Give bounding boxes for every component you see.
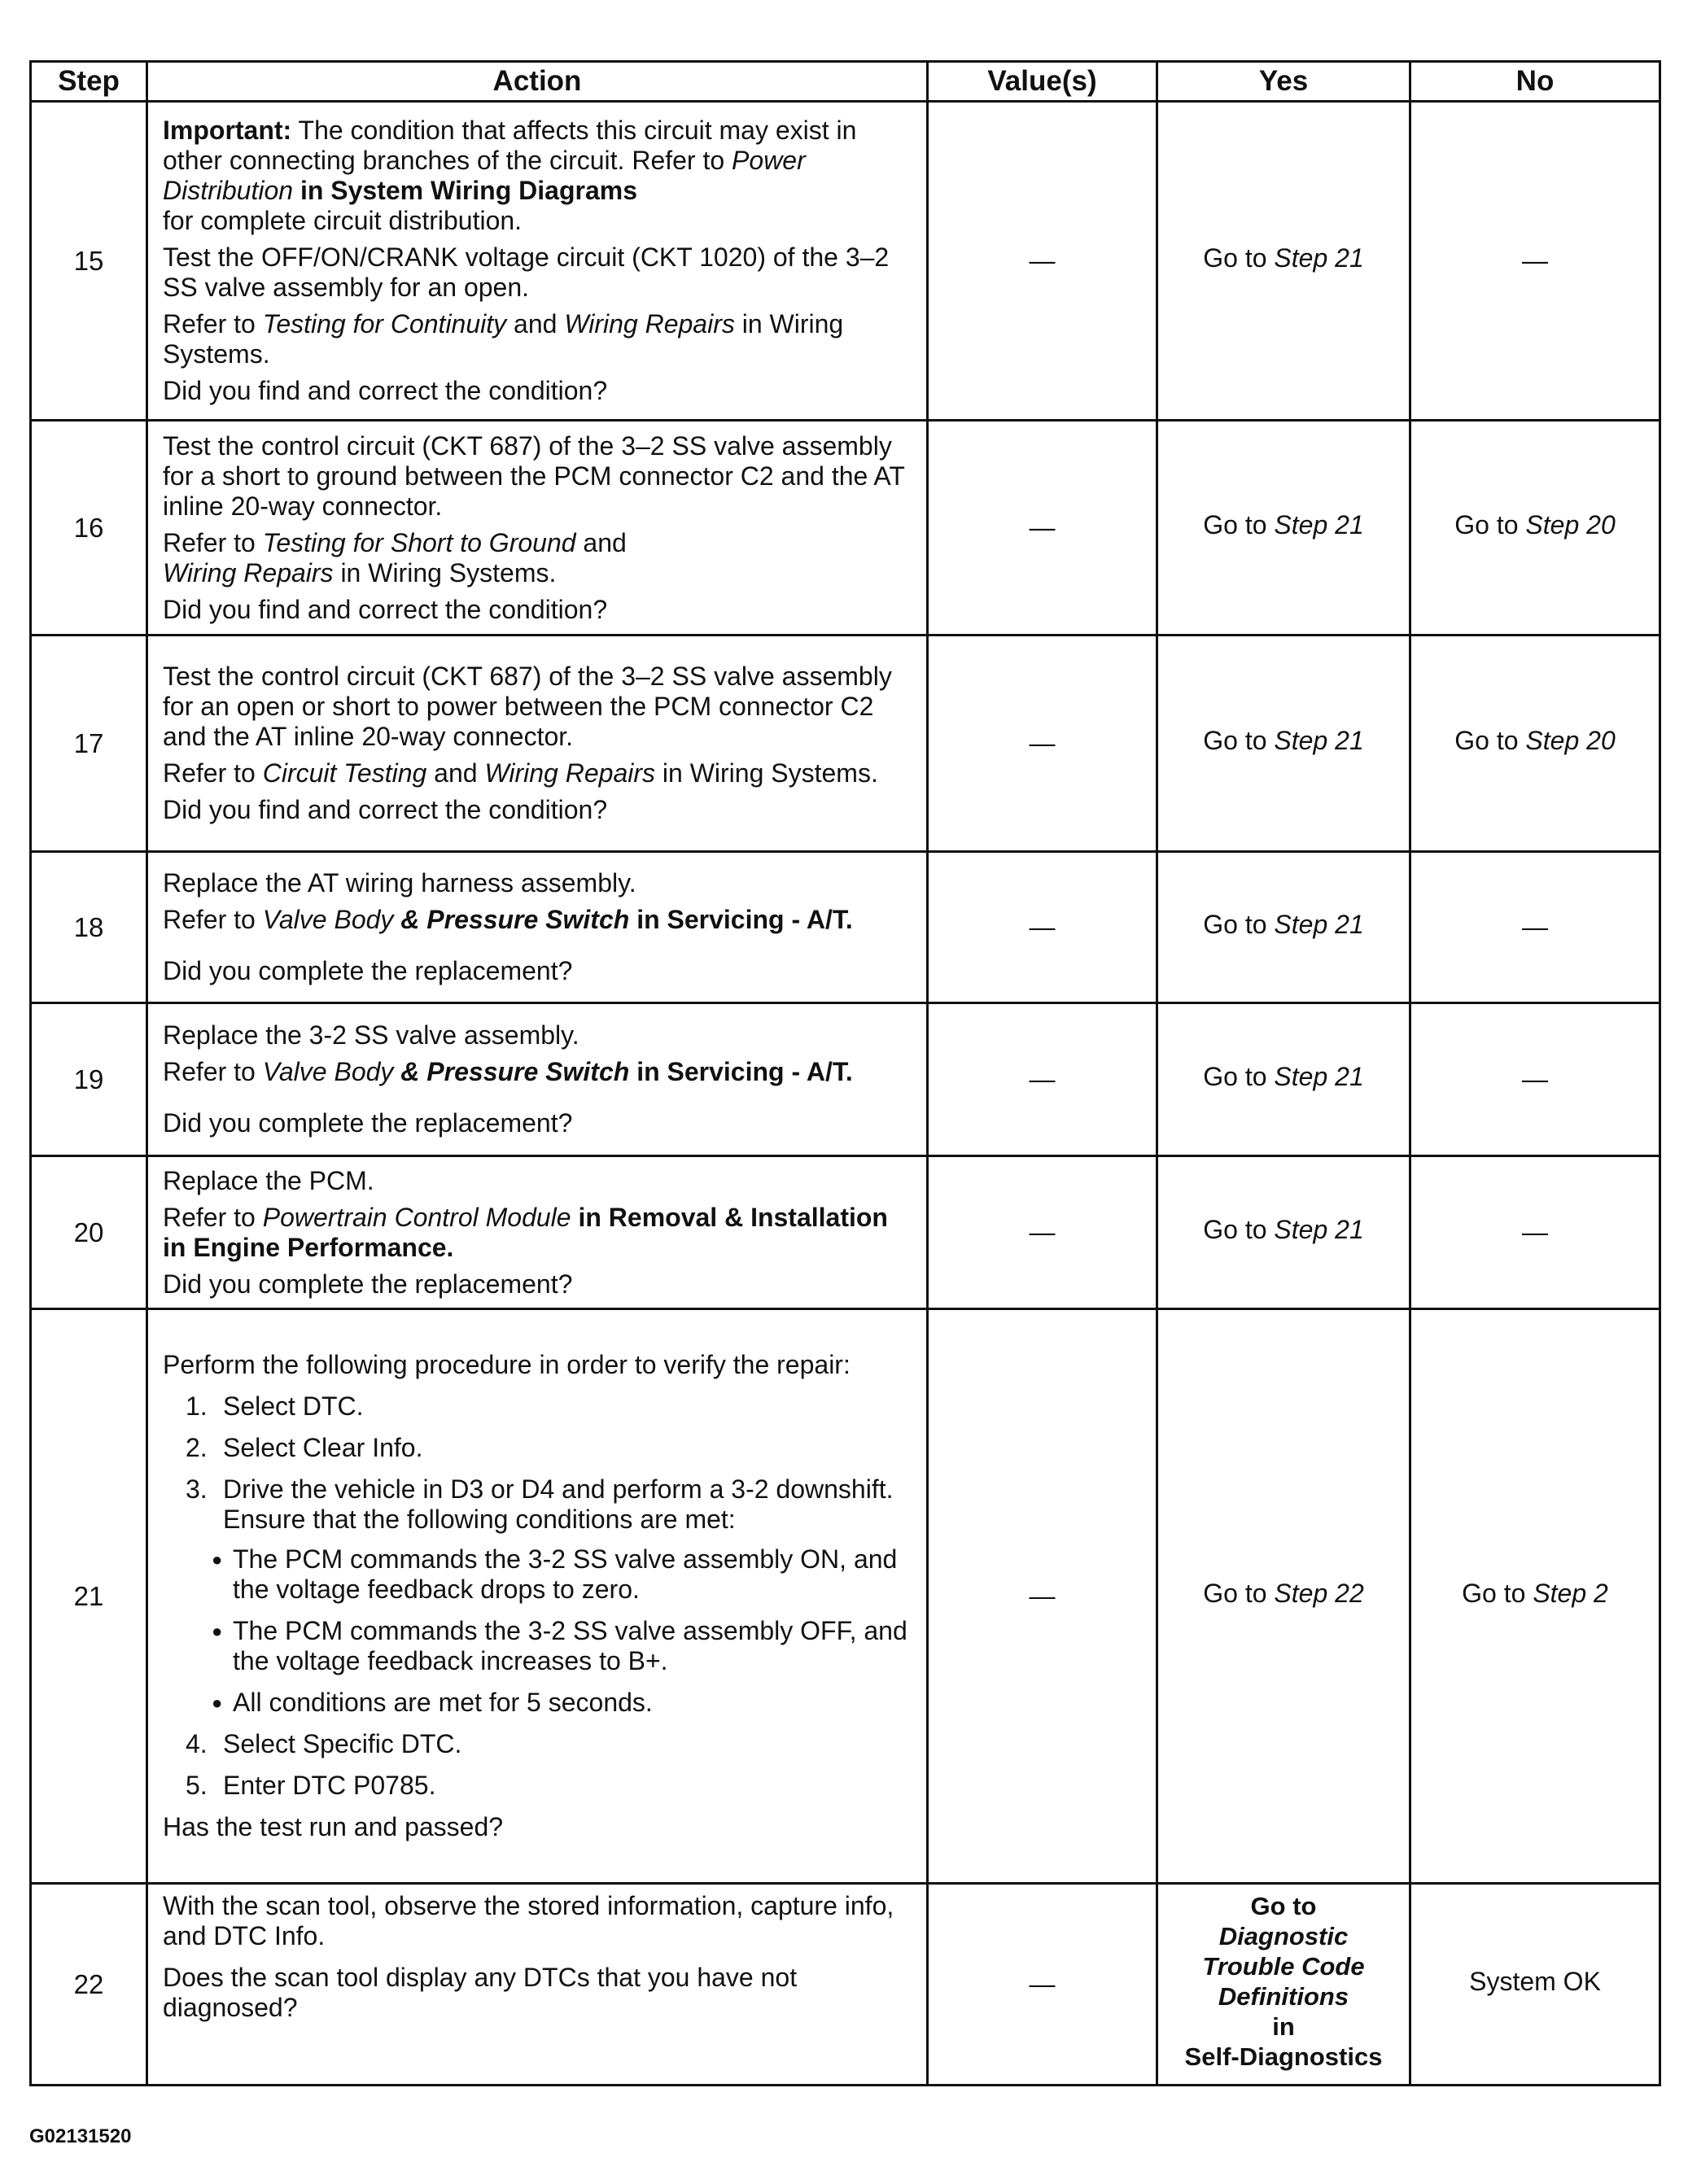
list-item: 4. Select Specific DTC. [186, 1729, 462, 1758]
list-item: ● The PCM commands the 3-2 SS valve assembly ON, and the voltage feedback drops to zero. [212, 1544, 898, 1604]
action-cell [147, 421, 928, 636]
no-cell: Go to Step 2 [1410, 1309, 1660, 1884]
question: Has the test run and passed? [163, 1812, 504, 1841]
question: Did you complete the replacement? [163, 956, 573, 985]
value-cell: — [928, 1884, 1157, 2086]
table-row-step-16 [31, 421, 1660, 636]
bullet-icon: ● [212, 1549, 223, 1570]
conditions-list [186, 1544, 915, 1718]
refer-instruction: Refer to Testing for Short to Ground and Wiring Repairs in Wiring Systems. [163, 527, 627, 587]
question: Does the scan tool display any DTCs that you have not diagnosed? [163, 1963, 798, 2022]
yes-cell: Go to Step 21 [1157, 421, 1410, 636]
yes-cell: Go to Step 21 [1157, 1003, 1410, 1156]
question: Did you complete the replacement? [163, 1269, 573, 1299]
action-cell [147, 1003, 928, 1156]
value-cell: — [928, 852, 1157, 1003]
diagnostic-table [29, 60, 1661, 2086]
table-row-step-18 [31, 852, 1660, 1003]
action-cell [147, 1309, 928, 1884]
refer-instruction: Refer to Valve Body & Pressure Switch in Servicing - A/T. [163, 1057, 853, 1086]
question: Did you find and correct the condition? [163, 376, 608, 405]
procedure-list [163, 1391, 915, 1801]
diagnostic-reference: Go to Diagnostic Trouble Code Definitions in Self-Diagnostics [1184, 1892, 1383, 2071]
refer-instruction: Refer to Testing for Continuity and Wiring Repairs in Wiring Systems. [163, 309, 844, 369]
action-cell [147, 102, 928, 421]
list-item: 5. Enter DTC P0785. [186, 1771, 436, 1800]
yes-cell: Go to Step 21 [1157, 636, 1410, 852]
no-cell: — [1410, 102, 1660, 421]
yes-cell: Go to Step 21 [1157, 1156, 1410, 1309]
value-cell: — [928, 102, 1157, 421]
action-cell [147, 1156, 928, 1309]
important-note: Important: The condition that affects this circuit may exist in other connecting branches of the circuit. Refer to Power Distribution in System Wiring Diagrams for complete circuit distribution. [163, 116, 857, 235]
no-cell: — [1410, 1156, 1660, 1309]
table-row-step-15 [31, 102, 1660, 421]
test-instruction: Test the control circuit (CKT 687) of the 3–2 SS valve assembly for an open or short to power between the PCM connector C2 and the AT inline 20-way connector. [163, 662, 892, 751]
table-row-step-21 [31, 1309, 1660, 1884]
header-value: Value(s) [928, 62, 1157, 102]
header-step: Step [31, 62, 147, 102]
list-item: ● All conditions are met for 5 seconds. [212, 1688, 653, 1717]
question: Did you find and correct the condition? [163, 795, 608, 824]
no-cell: — [1410, 852, 1660, 1003]
yes-cell: Go to Step 21 [1157, 102, 1410, 421]
table-row-step-17 [31, 636, 1660, 852]
refer-instruction: Refer to Circuit Testing and Wiring Repairs in Wiring Systems. [163, 758, 878, 788]
yes-cell: Go to Step 21 [1157, 852, 1410, 1003]
question: Did you find and correct the condition? [163, 594, 608, 624]
step-number: 21 [31, 1309, 147, 1884]
table-row-step-20 [31, 1156, 1660, 1309]
refer-instruction: Refer to Powertrain Control Module in Removal & Installation in Engine Performance. [163, 1202, 888, 1262]
header-row [31, 62, 1660, 102]
task-instruction: Replace the PCM. [163, 1165, 374, 1195]
list-item: 1. Select DTC. [186, 1391, 364, 1421]
test-instruction: Test the control circuit (CKT 687) of the 3–2 SS valve assembly for a short to ground between the PCM connector C2 and the AT inline 20-way connector. [163, 430, 905, 521]
task-instruction: Replace the 3-2 SS valve assembly. [163, 1020, 579, 1050]
yes-cell [1157, 1884, 1410, 2086]
step-number: 16 [31, 421, 147, 636]
header-yes: Yes [1157, 62, 1410, 102]
no-cell: Go to Step 20 [1410, 421, 1660, 636]
figure-code: G02131520 [29, 2125, 132, 2147]
list-item: 2. Select Clear Info. [186, 1433, 423, 1462]
value-cell: — [928, 1309, 1157, 1884]
list-item: 3. Drive the vehicle in D3 or D4 and perform a 3-2 downshift. Ensure that the following conditions are met: ● The PCM commands the 3-2 SS valve assembly ON, and the voltage feedback drops to zero. ● The PCM commands the 3-2 SS valve assembly OFF, and the voltage feedback increases to B+. ● All conditions are met for 5 seconds. [186, 1474, 915, 1718]
action-cell [147, 636, 928, 852]
step-number: 17 [31, 636, 147, 852]
table-row-step-22 [31, 1884, 1660, 2086]
value-cell: — [928, 421, 1157, 636]
no-cell: — [1410, 1003, 1660, 1156]
step-number: 20 [31, 1156, 147, 1309]
instruction: With the scan tool, observe the stored information, capture info, and DTC Info. [163, 1891, 894, 1950]
value-cell: — [928, 1003, 1157, 1156]
no-cell: System OK [1410, 1884, 1660, 2086]
refer-instruction: Refer to Valve Body & Pressure Switch in Servicing - A/T. [163, 905, 853, 934]
task-instruction: Replace the AT wiring harness assembly. [163, 868, 636, 898]
no-cell: Go to Step 20 [1410, 636, 1660, 852]
step-number: 18 [31, 852, 147, 1003]
step-number: 22 [31, 1884, 147, 2086]
value-cell: — [928, 636, 1157, 852]
bullet-icon: ● [212, 1693, 223, 1713]
step-number: 19 [31, 1003, 147, 1156]
header-no: No [1410, 62, 1660, 102]
question: Did you complete the replacement? [163, 1108, 573, 1138]
test-instruction: Test the OFF/ON/CRANK voltage circuit (CKT 1020) of the 3–2 SS valve assembly for an open. [163, 242, 890, 302]
yes-cell: Go to Step 22 [1157, 1309, 1410, 1884]
header-action: Action [147, 62, 928, 102]
step-number: 15 [31, 102, 147, 421]
list-item: ● The PCM commands the 3-2 SS valve assembly OFF, and the voltage feedback increases to B+. [212, 1616, 907, 1675]
action-cell [147, 852, 928, 1003]
value-cell: — [928, 1156, 1157, 1309]
bullet-icon: ● [212, 1621, 223, 1641]
procedure-intro: Perform the following procedure in order to verify the repair: [163, 1350, 851, 1379]
action-cell [147, 1884, 928, 2086]
table-row-step-19 [31, 1003, 1660, 1156]
